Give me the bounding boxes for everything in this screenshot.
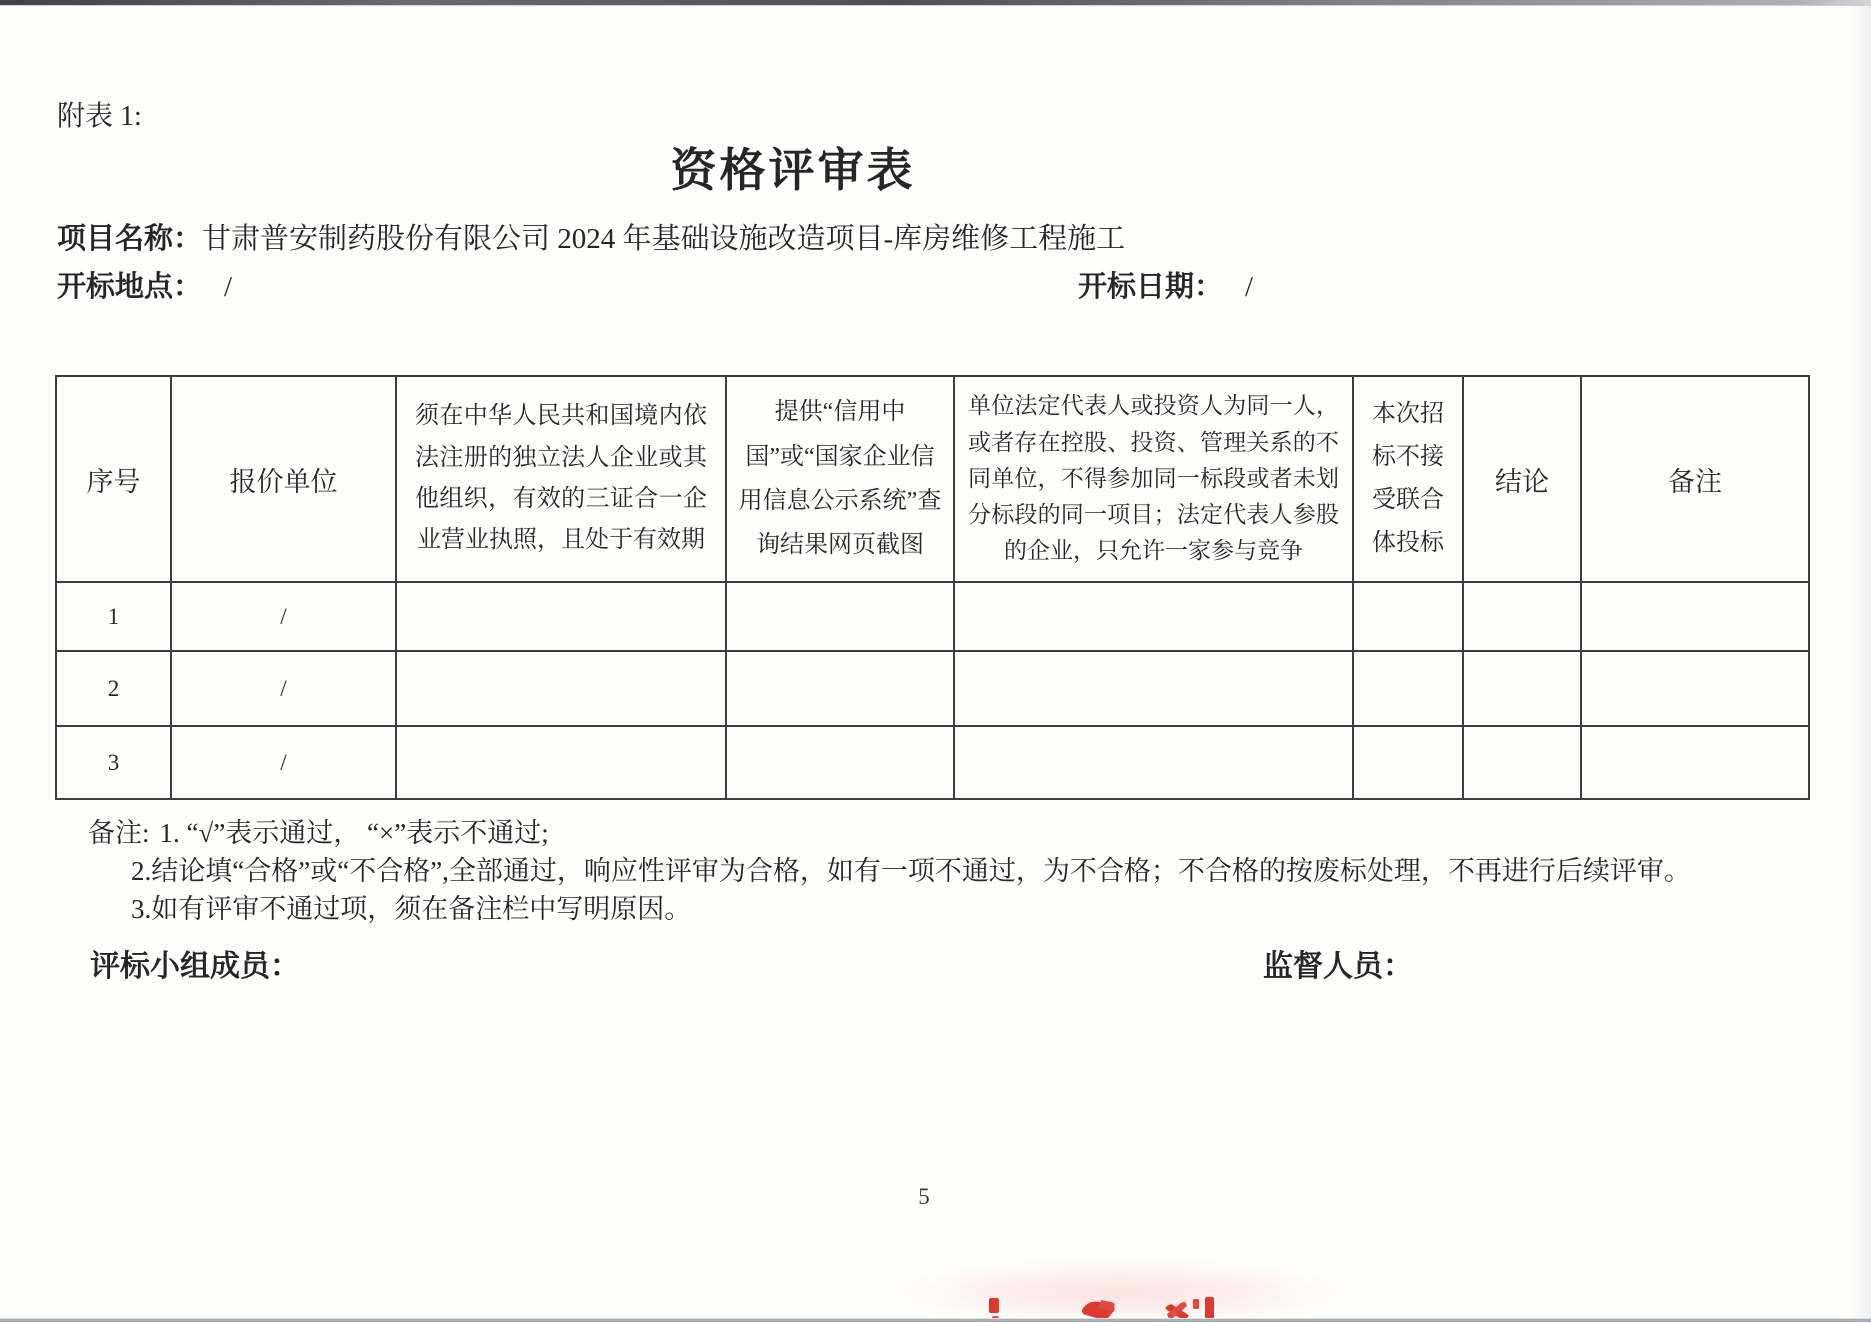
bid-location-value: / <box>224 271 233 303</box>
cell-legal-rep <box>954 651 1353 726</box>
col-header-credit-proof: 提供“信用中国”或“国家企业信用信息公示系统”查询结果网页截图 <box>726 376 954 582</box>
page-title: 资格评审表 <box>670 145 916 196</box>
cell-bidder: / <box>171 651 396 726</box>
footnote-2 <box>131 852 1691 890</box>
cell-credit-proof <box>726 582 954 651</box>
cell-seq: 3 <box>56 726 171 799</box>
footnote-2-text: 2.结论填“合格”或“不合格”,全部通过，响应性评审为合格，如有一项不通过，为不合格；不合格的按废标处理，不再进行后续评审。 <box>131 856 1691 886</box>
page-number: 5 <box>918 1184 930 1209</box>
table-row <box>56 582 1809 651</box>
cell-bidder: / <box>171 726 396 799</box>
col-header-registration: 须在中华人民共和国境内依法注册的独立法人企业或其他组织，有效的三证合一企业营业执照，且处于有效期 <box>396 376 726 582</box>
col-header-remarks: 备注 <box>1581 376 1809 582</box>
col-header-seq: 序号 <box>56 376 171 582</box>
footnotes <box>88 814 1691 928</box>
project-name-value: 甘肃普安制药股份有限公司 2024 年基础设施改造项目-库房维修工程施工 <box>202 223 1126 255</box>
bid-date-value: / <box>1245 271 1254 303</box>
cell-seq: 2 <box>56 651 171 726</box>
evaluation-team-label: 评标小组成员： <box>90 950 300 983</box>
footnotes-label: 备注: <box>88 818 150 848</box>
footnote-3-text: 3.如有评审不通过项，须在备注栏中写明原因。 <box>131 894 692 924</box>
cell-no-consortium <box>1353 582 1463 651</box>
cell-credit-proof <box>726 651 954 726</box>
cell-legal-rep <box>954 726 1353 799</box>
footnote-3 <box>131 890 1691 928</box>
cell-registration <box>396 582 726 651</box>
col-header-conclusion: 结论 <box>1463 376 1581 582</box>
cell-no-consortium <box>1353 651 1463 726</box>
cell-registration <box>396 726 726 799</box>
cell-remarks <box>1581 726 1809 799</box>
cell-no-consortium <box>1353 726 1463 799</box>
table-row <box>56 651 1809 726</box>
footnote-1-text: 1. “√”表示通过， “×”表示不通过; <box>159 818 549 848</box>
bid-date-line <box>1078 264 1253 305</box>
cell-seq: 1 <box>56 582 171 651</box>
supervisor-label: 监督人员： <box>1263 950 1413 983</box>
cell-conclusion <box>1463 582 1581 651</box>
cell-conclusion <box>1463 651 1581 726</box>
scan-bottom-edge-artifact <box>0 1319 1871 1322</box>
col-header-no-consortium: 本次招标不接受联合体投标 <box>1353 376 1463 582</box>
scan-top-edge-artifact <box>0 0 1871 6</box>
col-header-legal-rep-rule: 单位法定代表人或投资人为同一人，或者存在控股、投资、管理关系的不同单位，不得参加同一标段或者未划分标段的同一项目；法定代表人参股的企业，只允许一家参与竞争 <box>954 376 1353 582</box>
bid-location-label: 开标地点： <box>57 271 203 303</box>
footnote-1 <box>88 814 1691 852</box>
qualification-review-table <box>55 375 1810 800</box>
project-name-label: 项目名称： <box>57 223 203 255</box>
scan-right-shade-artifact <box>1851 0 1871 1323</box>
appendix-label: 附表 1: <box>57 101 142 132</box>
bid-date-label: 开标日期： <box>1078 271 1224 303</box>
table-header-row <box>56 376 1809 582</box>
cell-bidder: / <box>171 582 396 651</box>
cell-remarks <box>1581 651 1809 726</box>
cell-remarks <box>1581 582 1809 651</box>
cell-conclusion <box>1463 726 1581 799</box>
cell-legal-rep <box>954 582 1353 651</box>
col-header-bidder: 报价单位 <box>171 376 396 582</box>
bid-location-line <box>57 264 232 305</box>
cell-registration <box>396 651 726 726</box>
project-name-line <box>57 216 1125 257</box>
table-row <box>56 726 1809 799</box>
cell-credit-proof <box>726 726 954 799</box>
